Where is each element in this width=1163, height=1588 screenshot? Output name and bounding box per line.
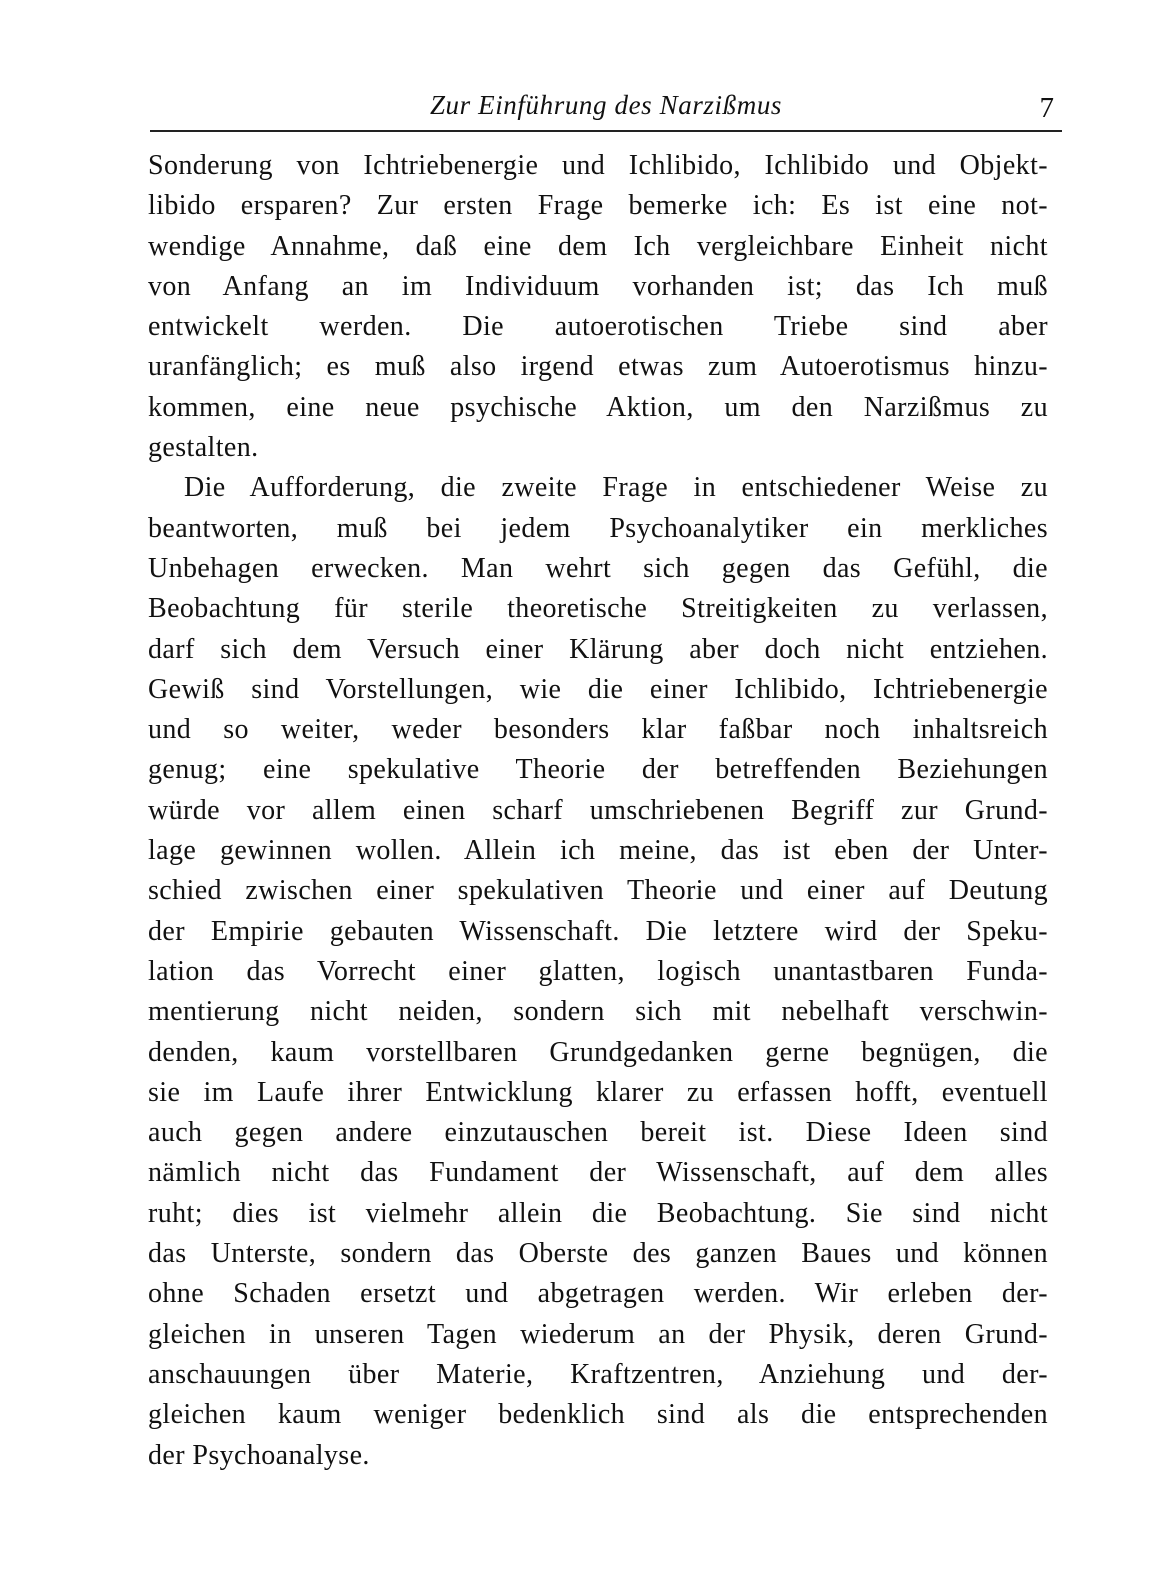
text-line: gestalten. [148, 432, 259, 464]
text-line: kommen, eine neue psychische Aktion, um den Narzißmus zu [148, 391, 1048, 423]
paragraph-1 [148, 146, 1048, 468]
text-line: Gewiß sind Vorstellungen, wie die einer Ichlibido, Ichtriebenergie [148, 673, 1048, 705]
text-line: schied zwischen einer spekulativen Theorie und einer auf Deutung [148, 875, 1048, 907]
text-line: lation das Vorrecht einer glatten, logisch unantastbaren Funda- [148, 955, 1048, 987]
text-line: uranfänglich; es muß also irgend etwas zum Autoerotismus hinzu- [148, 351, 1048, 383]
text-line: ruht; dies ist vielmehr allein die Beobachtung. Sie sind nicht [148, 1197, 1048, 1229]
text-line: das Unterste, sondern das Oberste des ganzen Baues und können [148, 1238, 1048, 1270]
text-line: auch gegen andere einzutauschen bereit ist. Diese Ideen sind [148, 1117, 1048, 1149]
text-line: darf sich dem Versuch einer Klärung aber doch nicht entziehen. [148, 633, 1048, 665]
text-line: der Empirie gebauten Wissenschaft. Die letztere wird der Speku- [148, 915, 1048, 947]
text-line: lage gewinnen wollen. Allein ich meine, das ist eben der Unter- [148, 835, 1048, 867]
page-number: 7 [1039, 92, 1054, 124]
text-line: Sonderung von Ichtriebenergie und Ichlibido, Ichlibido und Objekt- [148, 150, 1048, 181]
running-header [150, 86, 1062, 132]
text-line: entwickelt werden. Die autoerotischen Triebe sind aber [148, 311, 1048, 343]
running-title: Zur Einführung des Narzißmus [429, 90, 783, 120]
text-line: beantworten, muß bei jedem Psychoanalytiker ein merkliches [148, 512, 1048, 544]
text-line: anschauungen über Materie, Kraftzentren, Anziehung und der- [148, 1358, 1048, 1390]
text-line: und so weiter, weder besonders klar faßbar noch inhaltsreich [148, 714, 1048, 746]
text-line: mentierung nicht neiden, sondern sich mit nebelhaft verschwin- [148, 996, 1048, 1028]
text-line: würde vor allem einen scharf umschriebenen Begriff zur Grund- [148, 794, 1048, 826]
text-line: ohne Schaden ersetzt und abgetragen werden. Wir erleben der- [148, 1278, 1048, 1310]
text-line: Unbehagen erwecken. Man wehrt sich gegen das Gefühl, die [148, 552, 1048, 584]
text-line: Die Aufforderung, die zweite Frage in entschiedener Weise zu [184, 472, 1048, 504]
paragraph-2 [148, 468, 1048, 1475]
text-line: gleichen in unseren Tagen wiederum an der Physik, deren Grund- [148, 1318, 1048, 1350]
text-line: nämlich nicht das Fundament der Wissenschaft, auf dem alles [148, 1157, 1048, 1189]
text-line: genug; eine spekulative Theorie der betreffenden Beziehungen [148, 754, 1048, 786]
text-line: denden, kaum vorstellbaren Grundgedanken gerne begnügen, die [148, 1036, 1048, 1068]
text-line: sie im Laufe ihrer Entwicklung klarer zu erfassen hofft, eventuell [148, 1076, 1048, 1108]
text-line: gleichen kaum weniger bedenklich sind als die entsprechenden [148, 1399, 1048, 1431]
text-line: der Psychoanalyse. [148, 1439, 370, 1471]
text-line: Beobachtung für sterile theoretische Streitigkeiten zu verlassen, [148, 593, 1048, 625]
text-line: libido ersparen? Zur ersten Frage bemerke ich: Es ist eine not- [148, 190, 1048, 222]
body-text [148, 146, 1048, 1476]
text-line: wendige Annahme, daß eine dem Ich vergleichbare Einheit nicht [148, 230, 1048, 262]
text-line: von Anfang an im Individuum vorhanden ist; das Ich muß [148, 270, 1048, 302]
